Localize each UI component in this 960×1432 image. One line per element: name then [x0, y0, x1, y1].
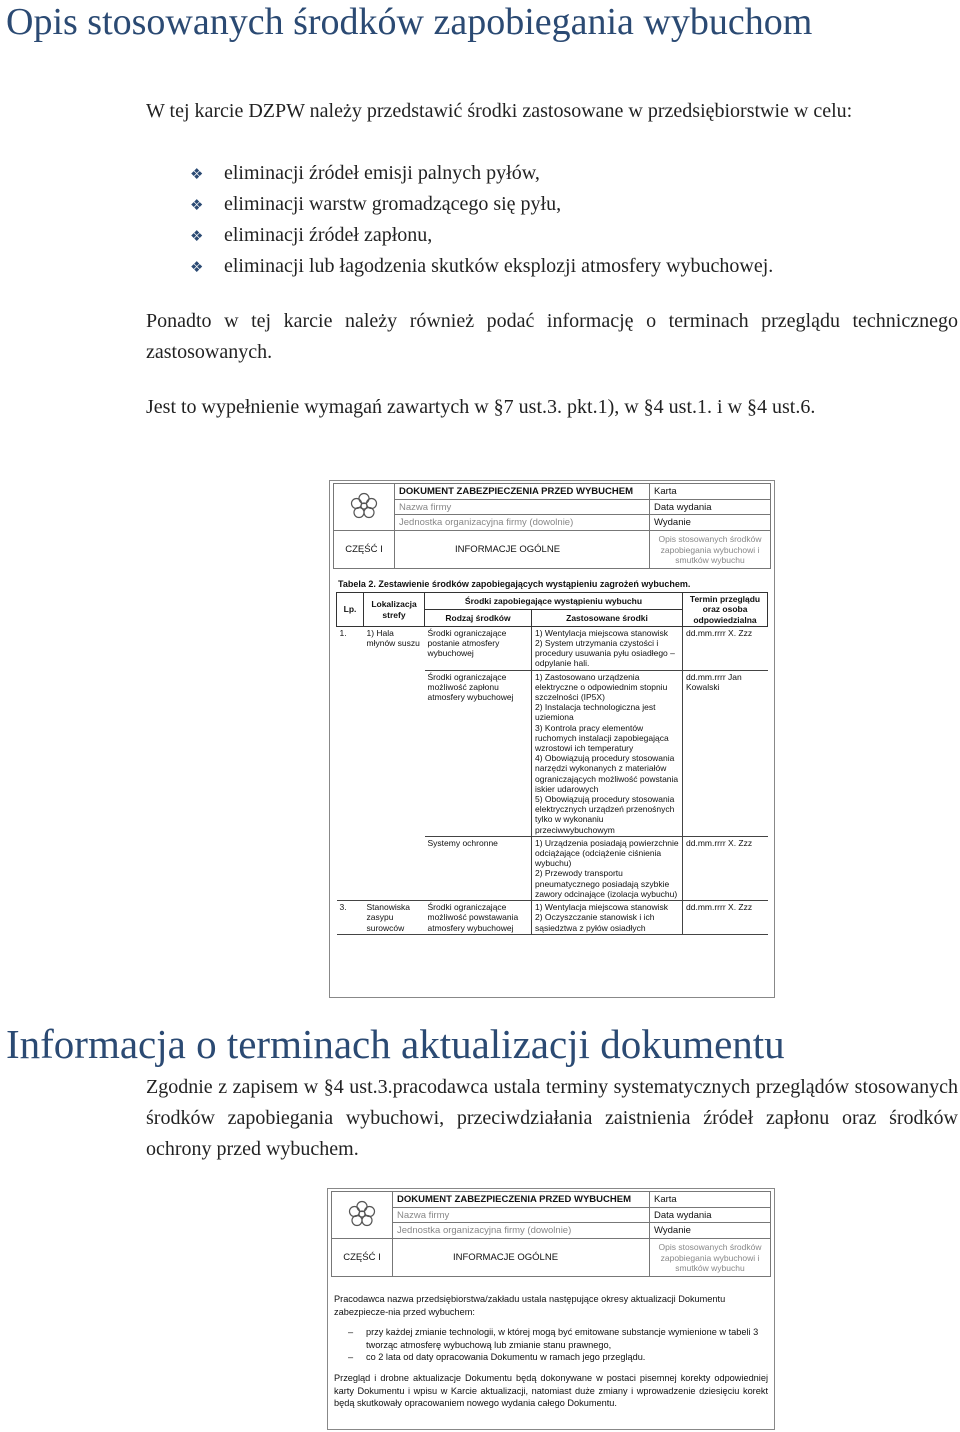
- updates-paragraph: Zgodnie z zapisem w §4 ust.3.pracodawca ustala terminy systematycznych przeglądów stosowanych środków zapobiegania wybuchowi, przeciwdziałania zaistnienia źródeł zapłonu oraz środków ochrony przed wybuchem.: [146, 1076, 958, 1160]
- section-title-measures: Opis stosowanych środków zapobiegania wybuchom: [6, 1, 813, 43]
- table-caption: Tabela 2. Zestawienie środków zapobiegających wystąpieniu zagrożeń wybuchem.: [338, 579, 691, 589]
- form-thumbnail-measures: [329, 480, 775, 998]
- diamond-bullet-icon: ❖: [190, 258, 204, 276]
- flower-logo-icon: [332, 1192, 393, 1239]
- diamond-bullet-icon: ❖: [190, 227, 204, 245]
- table-row: Środki ograniczające możliwość zapłonu atmosfery wybuchowej 1) Zastosowano urządzenia elektryczne o odpowiednim stopniu szczelności (IP5X) 2) Instalacja technologiczna jest uziemiona 3) Kontrola pracy elementów ruchomych instalacji zapobiegająca wzrostowi ich temperatury 4) Obowiązują procedury stosowania narzędzi wykonanych z materiałów ograniczających możliwość powstania iskier udarowych 5) Obowiązują procedury stosowania elektrycznych urządzeń przenośnych tylko w wykonaniu przeciwwybuchowym dd.mm.rrrr Jan Kowalski: [337, 670, 768, 836]
- list-item: – przy każdej zmianie technologii, w której mogą być emitowane substancje wymienione w tabeli 3 tworząc atmosferę wybuchową lub zmianie stanu prawnego,: [348, 1326, 768, 1351]
- bullet-item: ❖ eliminacji źródeł emisji palnych pyłów,: [190, 158, 540, 190]
- list-item: – co 2 lata od daty opracowania Dokumentu w ramach jego przeglądu.: [348, 1351, 768, 1364]
- table-row: 3. Stanowiska zasypu surowców Środki ograniczające możliwość powstawania atmosfery wybuchowej 1) Wentylacja miejscowa stanowisk 2) Oczyszczanie stanowisk i ich sąsiedztwa z pyłów osiadłych dd.mm.rrrr X. Zzz: [337, 901, 768, 935]
- legal-paragraph: Jest to wypełnienie wymagań zawartych w §7 ust.3. pkt.1), w §4 ust.1. i w §4 ust.6.: [146, 396, 816, 418]
- bullet-item: ❖ eliminacji lub łagodzenia skutków eksplozji atmosfery wybuchowej.: [190, 251, 773, 283]
- bullet-item: ❖ eliminacji źródeł zapłonu,: [190, 220, 432, 252]
- flower-logo-icon: [334, 484, 395, 531]
- update-policy-text: Pracodawca nazwa przedsiębiorstwa/zakładu ustala następujące okresy aktualizacji Dokumentu zabezpiecze-nia przed wybuchem: – przy każdej zmianie technologii, w której mogą być emitowane substancje wymienione w tabeli 3 tworząc atmosferę wybuchową lub zmianie stanu prawnego, – co 2 lata od daty opracowania Dokumentu w ramach jego przeglądu. Przegląd i drobne aktualizacje Dokumentu będą dokonywane w postaci pisemnej korekty odpowiedniej karty Dokumentu i wpisu w Karcie aktualizacji, natomiast duże zmiany i wprowadzenie dziesięciu korekt będą skutkowały opracowaniem nowego wydania całego Dokumentu.: [334, 1293, 768, 1418]
- measures-table: Tabela 2. Zestawienie środków zapobiegających wystąpieniu zagrożeń wybuchem. Lp. Lokalizacja strefy Środki zapobiegające wystąpieniu wybuchu Termin przeglądu oraz osoba odpowiedzialna Rodzaj środków Zastosowane środki 1. 1) Hala młynów suszu Środki ograniczające postanie atmosfery wybuchowej 1) Wentylacja miejscowa stanowisk 2) System utrzymania czystości i procedury usuwania pyłu osiadłego – odpylanie hali. dd.mm.rrrr X. Zzz Środki ograniczające możliwość zapłonu atmosfery wybuchowej 1) Zastosowano urządzenia elektryczne o odpowiednim stopniu szczelności (IP5X) 2) Instalacja technologiczna jest uziemiona 3) Kontrola pracy elementów ruchomych instalacji zapobiegająca wzrostowi ich temperatury 4) Obowiązują procedury stosowania narzędzi wykonanych z materiałów ograniczających możliwość powstania iskier udarowych 5) Obowiązują procedury stosowania elektrycznych urządzeń przenośnych tylko w wykonaniu przeciwwybuchowym dd.mm.rrrr Jan Kowalski Systemy ochronne 1) Urządzenia posiadają powierzchnie odciążające (odciążenie ciśnienia wybuchu) 2) Przewody transportu pneumatycznego posiadają szybkie zawory odcinające (izolacja wybuchu) dd.mm.rrrr X. Zzz 3. Stanowiska zasypu surowców Środki ograniczające możliwość powstawania atmosfery wybuchowej 1) Wentylacja miejscowa stanowisk 2) Oczyszczanie stanowisk i ich sąsiedztwa z pyłów osiadłych dd.mm.rrrr X. Zzz: [336, 579, 768, 935]
- form-header: DOKUMENT ZABEZPIECZENIA PRZED WYBUCHEM Karta Nazwa firmy Data wydania Jednostka organizacyjna firmy (dowolnie) Wydanie CZĘŚĆ I INFORMACJE OGÓLNE Opis stosowanych środków zapobiegania wybuchowi i smutków wybuchu: [331, 1191, 771, 1277]
- diamond-bullet-icon: ❖: [190, 165, 204, 183]
- section-title-updates: Informacja o terminach aktualizacji dokumentu: [6, 1021, 785, 1067]
- form-thumbnail-updates: [327, 1188, 775, 1430]
- intro-paragraph: W tej karcie DZPW należy przedstawić środki zastosowane w przedsiębiorstwie w celu:: [146, 100, 853, 122]
- form-header: DOKUMENT ZABEZPIECZENIA PRZED WYBUCHEM Karta Nazwa firmy Data wydania Jednostka organizacyjna firmy (dowolnie) Wydanie CZĘŚĆ I INFORMACJE OGÓLNE Opis stosowanych środków zapobiegania wybuchowi i smutków wybuchu: [333, 483, 771, 569]
- bullet-item: ❖ eliminacji warstw gromadzącego się pyłu,: [190, 189, 561, 221]
- review-paragraph: Ponadto w tej karcie należy również podać informację o terminach przeglądu technicznego zastosowanych.: [146, 310, 958, 363]
- table-row: 1. 1) Hala młynów suszu Środki ograniczające postanie atmosfery wybuchowej 1) Wentylacja miejscowa stanowisk 2) System utrzymania czystości i procedury usuwania pyłu osiadłego – odpylanie hali. dd.mm.rrrr X. Zzz: [337, 626, 768, 670]
- diamond-bullet-icon: ❖: [190, 196, 204, 214]
- table-row: Systemy ochronne 1) Urządzenia posiadają powierzchnie odciążające (odciążenie ciśnienia wybuchu) 2) Przewody transportu pneumatycznego posiadają szybkie zawory odcinające (izolacja wybuchu) dd.mm.rrrr X. Zzz: [337, 836, 768, 900]
